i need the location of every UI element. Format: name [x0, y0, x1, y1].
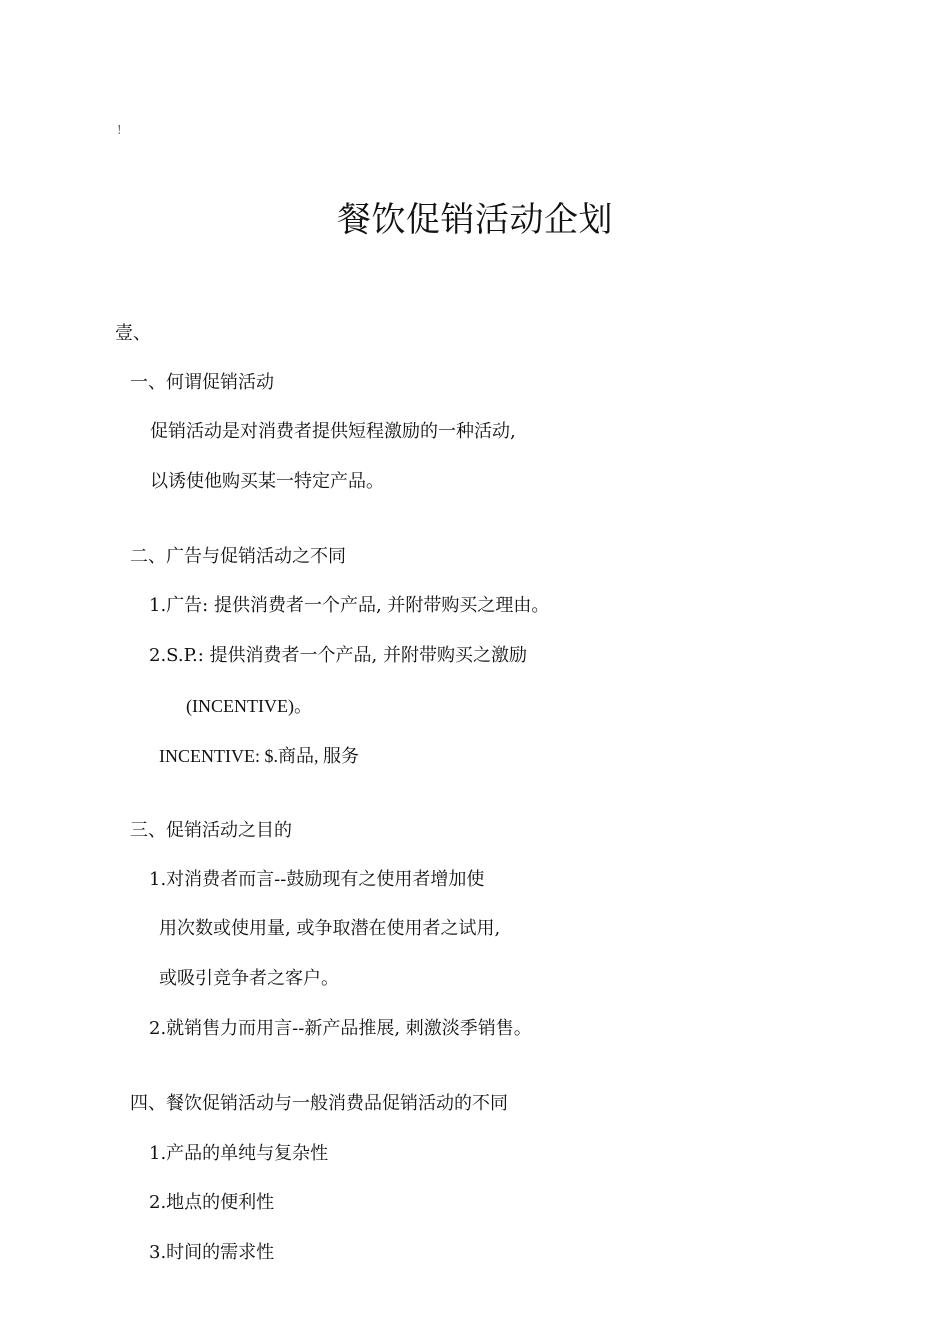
section-label: 壹、: [115, 323, 151, 344]
section-2-line-2: 2.S.P.: 提供消费者一个产品, 并附带购买之激励: [149, 645, 527, 666]
section-3-line-2: 用次数或使用量, 或争取潜在使用者之试用,: [159, 918, 501, 939]
section-3-line-4: 2.就销售力而用言--新产品推展, 刺激淡季销售。: [149, 1018, 532, 1039]
section-4-line-3: 3.时间的需求性: [149, 1242, 275, 1263]
section-2-line-3: (INCENTIVE)。: [186, 696, 312, 716]
section-3-line-3: 或吸引竞争者之客户。: [159, 968, 339, 989]
section-1-line-2: 以诱使他购买某一特定产品。: [150, 471, 384, 492]
section-4-line-2: 2.地点的便利性: [149, 1192, 275, 1213]
heading-4: 四、餐饮促销活动与一般消费品促销活动的不同: [130, 1093, 508, 1114]
section-4-line-1: 1.产品的单纯与复杂性: [149, 1143, 329, 1164]
section-2-line-4: INCENTIVE: $.商品, 服务: [159, 746, 359, 766]
heading-2: 二、广告与促销活动之不同: [130, 546, 346, 567]
document-title: 餐饮促销活动企划: [337, 200, 613, 240]
section-2-line-1: 1.广告: 提供消费者一个产品, 并附带购买之理由。: [149, 595, 550, 616]
section-3-line-1: 1.对消费者而言--鼓励现有之使用者增加使: [149, 869, 485, 890]
section-1-line-1: 促销活动是对消费者提供短程激励的一种活动,: [150, 421, 516, 442]
page-mark: !: [117, 123, 122, 138]
heading-1: 一、何谓促销活动: [130, 372, 274, 393]
heading-3: 三、促销活动之目的: [130, 820, 292, 841]
